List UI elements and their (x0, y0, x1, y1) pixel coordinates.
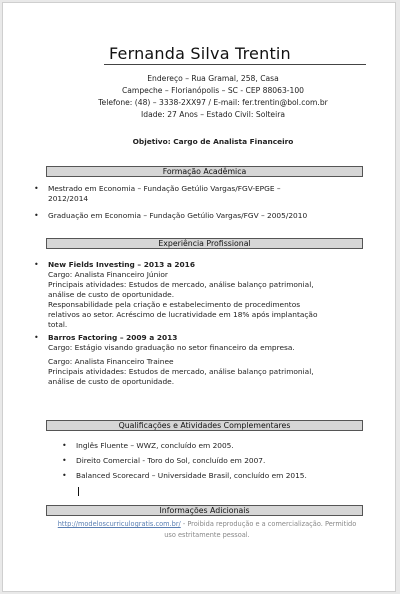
footer-text: - Proibida reprodução e a comercialização. Permitido (180, 520, 357, 528)
experience-header: Experiência Profissional (46, 238, 363, 249)
list-item (62, 456, 362, 467)
footer-link[interactable]: http://modeloscurriculogratis.com.br/ (57, 520, 181, 528)
education-item: Graduação em Economia – Fundação Getúlio Vargas/FGV – 2005/2010 (48, 211, 308, 220)
bullet-icon: • (34, 211, 39, 220)
job-activities: Principais atividades: Estudos de mercado, análise balanço patrimonial, (48, 280, 314, 289)
job-role: Cargo: Estágio visando graduação no setor financeiro da empresa. (48, 343, 295, 352)
qualification-item: Inglês Fluente – WWZ, concluído em 2005. (76, 441, 234, 450)
age-status-line: Idade: 27 Anos – Estado Civil: Solteira (141, 110, 285, 119)
education-header: Formação Acadêmica (46, 166, 363, 177)
list-item (62, 441, 362, 452)
city-line: Campeche – Florianópolis – SC - CEP 88063-100 (121, 86, 305, 95)
qualification-item: Balanced Scorecard – Universidade Brasil, concluído em 2015. (76, 471, 307, 480)
job-activities-cont: análise de custo de oportunidade. (48, 377, 175, 386)
bullet-icon: • (62, 441, 67, 450)
footer-notice (48, 519, 366, 541)
job-activities: Principais atividades: Estudos de mercado, análise balanço patrimonial, (48, 367, 314, 376)
bullet-icon: • (34, 260, 39, 269)
job-extra: total. (48, 320, 68, 329)
bullet-icon: • (62, 456, 67, 465)
education-item: Mestrado em Economia – Fundação Getúlio Vargas/FGV-EPGE – 2012/2014 (48, 184, 281, 204)
qualification-item: Direito Comercial - Toro do Sol, concluído em 2007. (76, 456, 266, 465)
job-extra: Responsabilidade pela criação e estabelecimento de procedimentos (48, 300, 301, 309)
job-activities-cont: análise de custo de oportunidade. (48, 290, 175, 299)
address-line: Endereço – Rua Gramal, 258, Casa (147, 74, 279, 83)
job-company: New Fields Investing – 2013 a 2016 (48, 260, 195, 269)
footer-text: uso estritamente pessoal. (164, 531, 250, 539)
resume-page (2, 2, 396, 592)
bullet-icon: • (34, 333, 39, 342)
objective: Objetivo: Cargo de Analista Financeiro (132, 137, 294, 146)
text-cursor[interactable] (78, 487, 79, 496)
additional-info-header: Informações Adicionais (46, 505, 363, 516)
name-underline (104, 64, 366, 65)
candidate-name: Fernanda Silva Trentin (109, 44, 291, 63)
qualifications-header: Qualificações e Atividades Complementares (46, 420, 363, 431)
job-extra: relativos ao setor. Acréscimo de lucratividade em 18% após implantação (48, 310, 318, 319)
list-item (34, 184, 364, 206)
bullet-icon: • (34, 184, 39, 193)
list-item (34, 211, 364, 222)
job-role: Cargo: Analista Financeiro Júnior (48, 270, 168, 279)
list-item (62, 471, 362, 482)
job-company: Barros Factoring – 2009 a 2013 (48, 333, 178, 342)
bullet-icon: • (62, 471, 67, 480)
phone-email-line: Telefone: (48) – 3338-2XX97 / E-mail: fer.trentin@bol.com.br (98, 98, 328, 107)
job-role: Cargo: Analista Financeiro Trainee (48, 357, 174, 366)
